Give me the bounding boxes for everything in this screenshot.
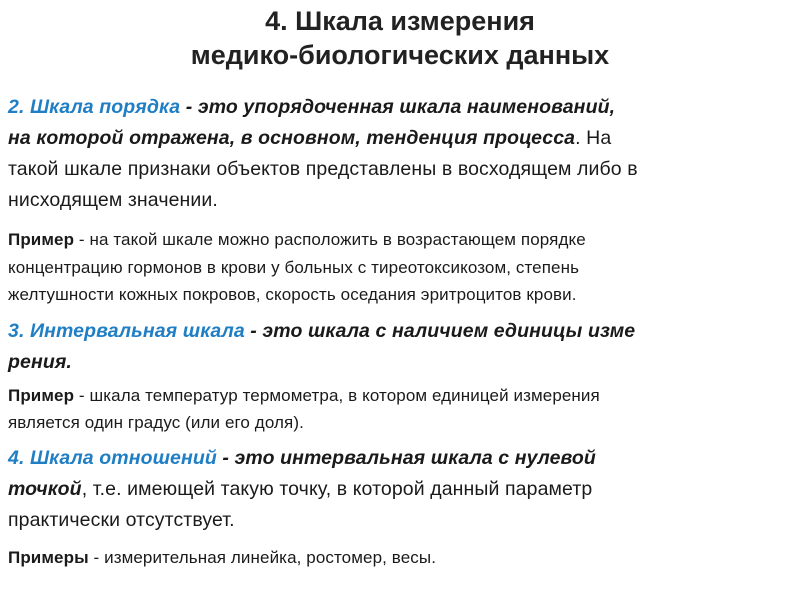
ratio-scale-line-3: практически отсутствует. — [8, 508, 235, 531]
order-scale-paragraph — [8, 92, 794, 216]
interval-example-paragraph — [8, 382, 794, 437]
order-example-label: Пример — [8, 230, 75, 249]
order-example-paragraph — [8, 226, 794, 309]
interval-scale-line-1 — [8, 316, 794, 347]
order-scale-definition-tail: . На — [575, 127, 612, 149]
interval-scale-line-2: рения. — [8, 350, 72, 373]
ratio-example-text-1: - измерительная линейка, ростомер, весы. — [88, 547, 437, 567]
order-scale-line-4: нисходящем значении. — [8, 189, 218, 211]
ratio-example-line-1 — [8, 544, 794, 572]
ratio-scale-line-2 — [8, 474, 794, 505]
ratio-scale-definition-2: точкой — [8, 477, 82, 500]
interval-scale-definition-1: - это шкала с наличием единицы изме — [244, 319, 636, 342]
ratio-scale-definition-tail: , т.е. имеющей такую точку, в которой данный параметр — [81, 477, 593, 500]
order-scale-line-3: такой шкале признаки объектов представлены в восходящем либо в — [8, 158, 638, 180]
slide-title-line-1: 4. Шкала измерения — [265, 6, 535, 36]
slide-title-line-2: медико-биологических данных — [190, 40, 610, 70]
order-scale-line-1 — [8, 92, 794, 123]
order-scale-definition-2: на которой отражена, в основном, тенденция процесса — [8, 127, 576, 149]
ratio-scale-definition-1: - это интервальная шкала с нулевой — [216, 446, 596, 469]
interval-example-text-1: - шкала температур термометра, в котором единицей измерения — [74, 385, 600, 405]
order-example-line-2: концентрацию гормонов в крови у больных с тиреотоксикозом, степень — [8, 257, 580, 277]
order-scale-label: 2. Шкала порядка — [8, 96, 181, 118]
order-example-line-1 — [8, 226, 794, 254]
ratio-scale-label: 4. Шкала отношений — [8, 446, 217, 469]
order-scale-line-2 — [8, 123, 794, 154]
ratio-scale-line-1 — [8, 443, 794, 474]
ratio-scale-paragraph — [8, 443, 794, 536]
order-example-line-3: желтушности кожных покровов, скорость оседания эритроцитов крови. — [8, 285, 577, 304]
order-example-text-1: - на такой шкале можно расположить в возрастающем порядке — [74, 230, 586, 249]
interval-example-line-2: является один градус (или его доля). — [8, 413, 304, 432]
ratio-example-paragraph — [8, 544, 794, 572]
slide-title — [0, 4, 800, 72]
interval-example-label: Пример — [8, 385, 75, 405]
interval-scale-label: 3. Интервальная шкала — [8, 319, 245, 342]
interval-example-line-1 — [8, 382, 794, 410]
interval-scale-paragraph — [8, 316, 794, 378]
order-scale-definition-1: - это упорядоченная шкала наименований, — [180, 96, 616, 118]
slide-content — [8, 92, 794, 571]
ratio-example-label: Примеры — [8, 547, 89, 567]
